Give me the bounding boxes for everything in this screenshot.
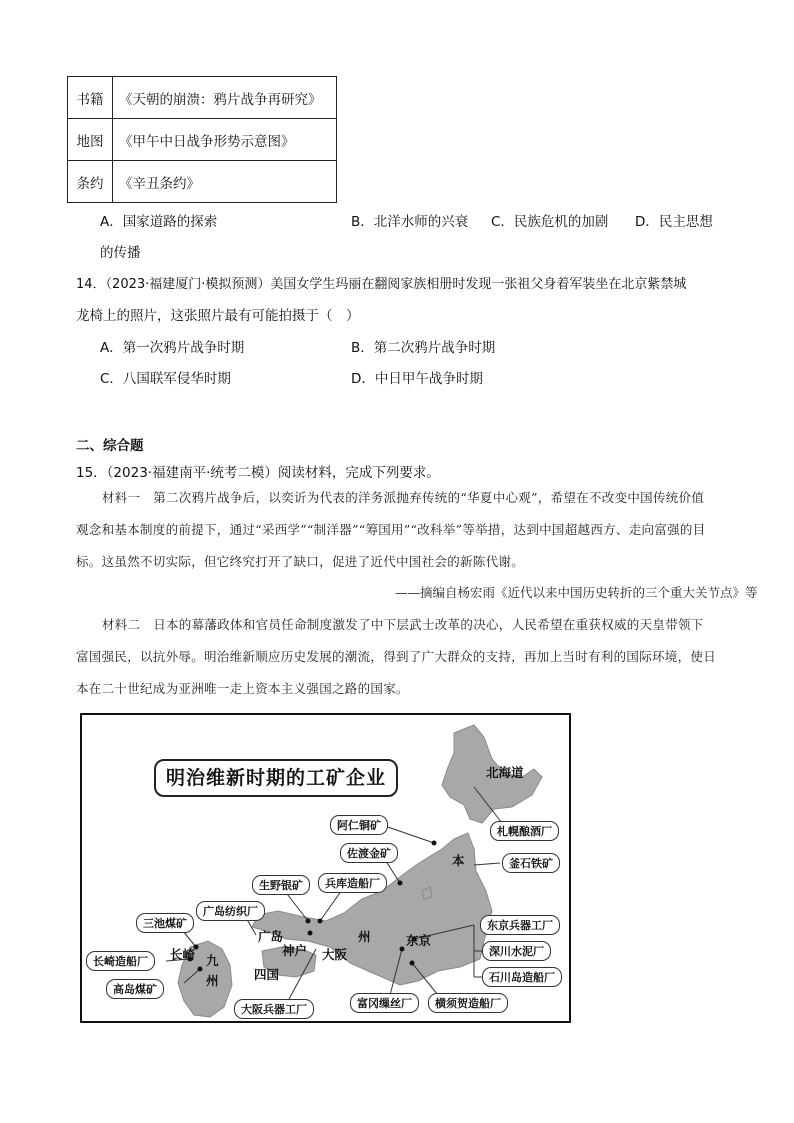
place-osaka: 大阪 xyxy=(322,947,348,962)
place-nagasaki: 长崎 xyxy=(170,947,196,962)
place-hokkaido: 北海道 xyxy=(486,765,524,780)
q13-option-d-cont: 的传播 xyxy=(100,245,141,261)
table-value: 《甲午中日战争形势示意图》 xyxy=(113,119,337,161)
label-hyogo-shipyard: 兵库造船厂 xyxy=(318,873,387,893)
label-nagasaki-shipyard: 长崎造船厂 xyxy=(86,951,155,971)
q14-option-d: D．中日甲午战争时期 xyxy=(351,371,483,387)
table-value: 《天朝的崩溃：鸦片战争再研究》 xyxy=(113,77,337,119)
label-tokyo-arsenal: 东京兵器工厂 xyxy=(480,915,560,935)
label-kamaishi-iron-mine: 釜石铁矿 xyxy=(502,853,560,873)
q13-option-c: C．民族危机的加剧 xyxy=(491,214,609,230)
place-kyushu-a: 九 xyxy=(206,953,219,968)
map-title: 明治维新时期的工矿企业 xyxy=(154,759,398,797)
label-takashima-coal-mine: 高岛煤矿 xyxy=(106,979,164,999)
material-one: 材料一 第二次鸦片战争后，以奕䜣为代表的洋务派抛弃传统的“华夏中心观”，希望在不改变中国传统价值观念和基本制度的前提下，通过“采西学”“制洋器”“筹国用”“改科举”等举措，达到中国超越西方、走向富强的目标。这虽然不切实际，但它终究打开了缺口，促进了近代中国社会的新陈代谢。 xyxy=(76,490,706,569)
q13-option-a: A．国家道路的探索 xyxy=(100,214,218,230)
place-shu: 州 xyxy=(358,929,371,944)
material-two: 材料二 日本的幕藩政体和官员任命制度激发了中下层武士改革的决心，人民希望在重获权威的天皇带领下富国强民，以抗外辱。明治维新顺应历史发展的潮流，得到了广大群众的支持，再加上当时有利的国际环境，使日本在二十世纪成为亚洲唯一走上资本主义强国之路的国家。 xyxy=(76,617,717,696)
label-ani-copper-mine: 阿仁铜矿 xyxy=(330,815,388,835)
q14-option-b: B．第二次鸦片战争时期 xyxy=(351,340,496,356)
place-kobe: 神户 xyxy=(282,943,308,958)
label-sado-gold-mine: 佐渡金矿 xyxy=(340,843,398,863)
label-ishikawajima-shipyard: 石川岛造船厂 xyxy=(482,967,562,987)
table-row xyxy=(68,161,337,203)
table-row xyxy=(68,119,337,161)
table-key: 书籍 xyxy=(68,77,113,119)
q13-option-d: D．民主思想 xyxy=(635,214,713,230)
place-tokyo: 东京 xyxy=(406,933,432,948)
q14-option-c: C．八国联军侵华时期 xyxy=(100,371,231,387)
table-row xyxy=(68,77,337,119)
japan-industry-map xyxy=(80,713,571,1023)
label-hiroshima-textile-mill: 广岛纺织厂 xyxy=(196,901,265,921)
q15-stem: 15．（2023·福建南平·统考二模）阅读材料，完成下列要求。 xyxy=(76,465,440,481)
material-one-source: ——摘编自杨宏雨《近代以来中国历史转折的三个重大关节点》等 xyxy=(395,585,758,600)
source-table xyxy=(67,76,337,203)
q14-option-a: A．第一次鸦片战争时期 xyxy=(100,340,245,356)
label-miike-coal-mine: 三池煤矿 xyxy=(136,913,194,933)
label-tomioka-silk-mill: 富冈缫丝厂 xyxy=(350,993,419,1013)
place-hiroshima: 广岛 xyxy=(258,929,284,944)
table-value: 《辛丑条约》 xyxy=(113,161,337,203)
label-fukagawa-cement-works: 深川水泥厂 xyxy=(482,941,551,961)
label-ikuno-silver-mine: 生野银矿 xyxy=(252,875,310,895)
table-key: 条约 xyxy=(68,161,113,203)
place-hon: 本 xyxy=(452,853,465,868)
q14-stem-line2: 龙椅上的照片，这张照片最有可能拍摄于（ ） xyxy=(76,308,360,324)
label-yokosuka-shipyard: 横须贺造船厂 xyxy=(428,993,508,1013)
place-kyushu-b: 州 xyxy=(206,973,219,988)
section-heading: 二、综合题 xyxy=(76,438,144,454)
table-key: 地图 xyxy=(68,119,113,161)
q14-stem-line1: 14．（2023·福建厦门·模拟预测）美国女学生玛丽在翻阅家族相册时发现一张祖父身着军装坐在北京紫禁城 xyxy=(76,277,687,292)
q13-option-b: B．北洋水师的兴衰 xyxy=(351,214,469,230)
place-shikoku: 四国 xyxy=(254,967,280,982)
label-sapporo-brewery: 札幌酿酒厂 xyxy=(490,821,559,841)
label-osaka-arsenal: 大阪兵器工厂 xyxy=(234,999,314,1019)
